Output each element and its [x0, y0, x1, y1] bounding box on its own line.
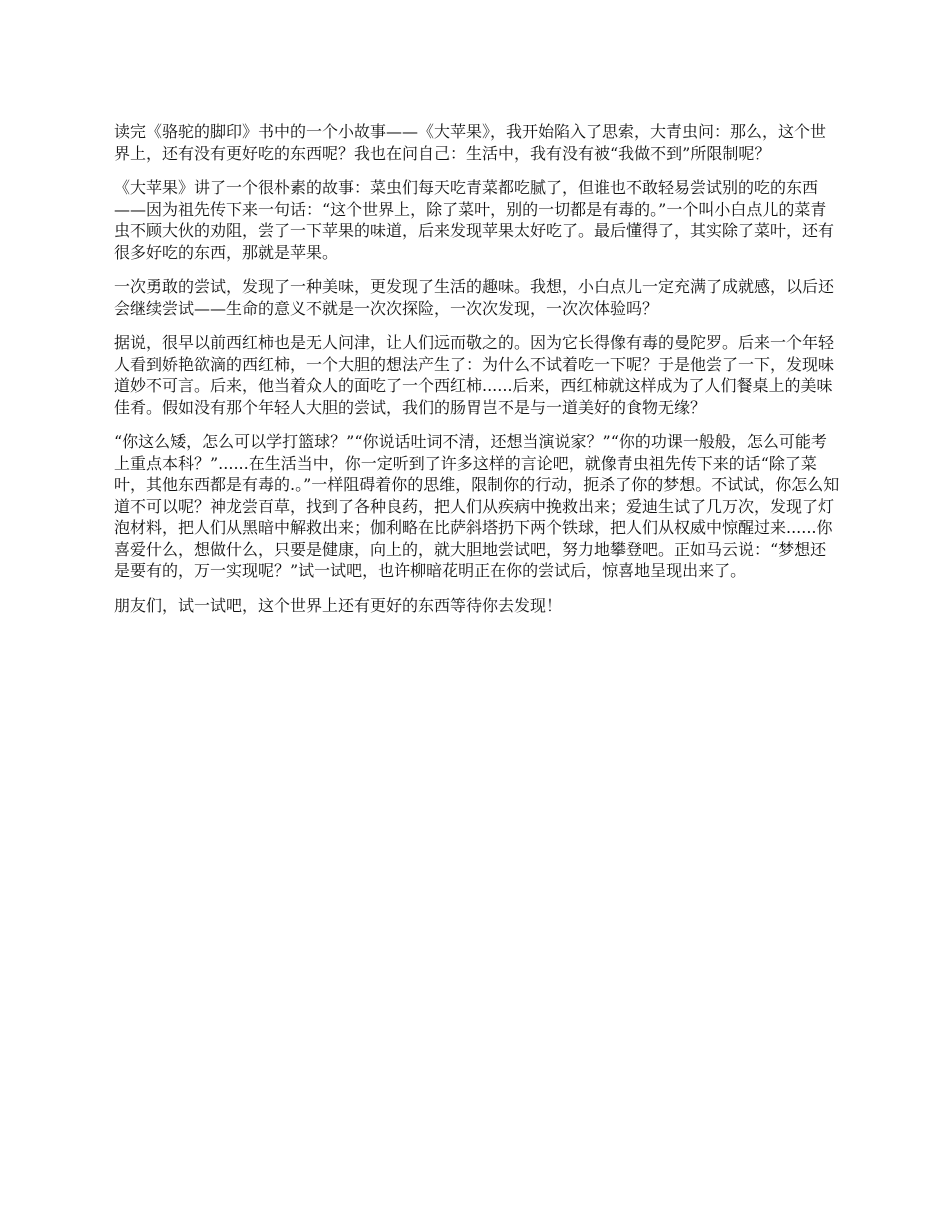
paragraph-5: “你这么矮，怎么可以学打篮球？”“你说话吐词不清，还想当演说家？”“你的功课一般般，怎么可能考上重点本科？”......在生活当中，你一定听到了许多这样的言论吧，就像青虫祖先传下来的话“除了菜叶，其他东西都是有毒的.。”一样阻碍着你的思维，限制你的行动，扼杀了你的梦想。不试试，你怎么知道不可以呢？神龙尝百草，找到了各种良药，把人们从疾病中挽救出来；爱迪生试了几万次，发现了灯泡材料，把人们从黑暗中解救出来；伽利略在比萨斜塔扔下两个铁球，把人们从权威中惊醒过来......你喜爱什么，想做什么，只要是健康，向上的，就大胆地尝试吧，努力地攀登吧。正如马云说：“梦想还是要有的，万一实现呢？”试一试吧，也许柳暗花明正在你的尝试后，惊喜地呈现出来了。: [114, 432, 840, 580]
paragraph-2: 《大苹果》讲了一个很朴素的故事：菜虫们每天吃青菜都吃腻了，但谁也不敢轻易尝试别的吃的东西——因为祖先传下来一句话：“这个世界上，除了菜叶，别的一切都是有毒的。”一个叫小白点儿的菜青虫不顾大伙的劝阻，尝了一下苹果的味道，后来发现苹果太好吃了。最后懂得了，其实除了菜叶，还有很多好吃的东西，那就是苹果。: [114, 178, 835, 262]
paragraph-1: 读完《骆驼的脚印》书中的一个小故事——《大苹果》，我开始陷入了思索，大青虫问：那么，这个世界上，还有没有更好吃的东西呢？我也在问自己：生活中，我有没有被“我做不到”所限制呢？: [114, 122, 827, 163]
paragraph-3: 一次勇敢的尝试，发现了一种美味，更发现了生活的趣味。我想，小白点儿一定充满了成就感，以后还会继续尝试——生命的意义不就是一次次探险，一次次发现，一次次体验吗？: [114, 277, 835, 318]
paragraph-4: 据说，很早以前西红柿也是无人问津，让人们远而敬之的。因为它长得像有毒的曼陀罗。后来一个年轻人看到娇艳欲滴的西红柿，一个大胆的想法产生了：为什么不试着吃一下呢？于是他尝了一下，发现味道妙不可言。后来，他当着众人的面吃了一个西红柿......后来，西红柿就这样成为了人们餐桌上的美味佳肴。假如没有那个年轻人大胆的尝试，我们的肠胃岂不是与一道美好的食物无缘？: [114, 333, 835, 417]
paragraph-6: 朋友们，试一试吧，这个世界上还有更好的东西等待你去发现！: [114, 595, 563, 615]
document-body: [114, 121, 840, 629]
